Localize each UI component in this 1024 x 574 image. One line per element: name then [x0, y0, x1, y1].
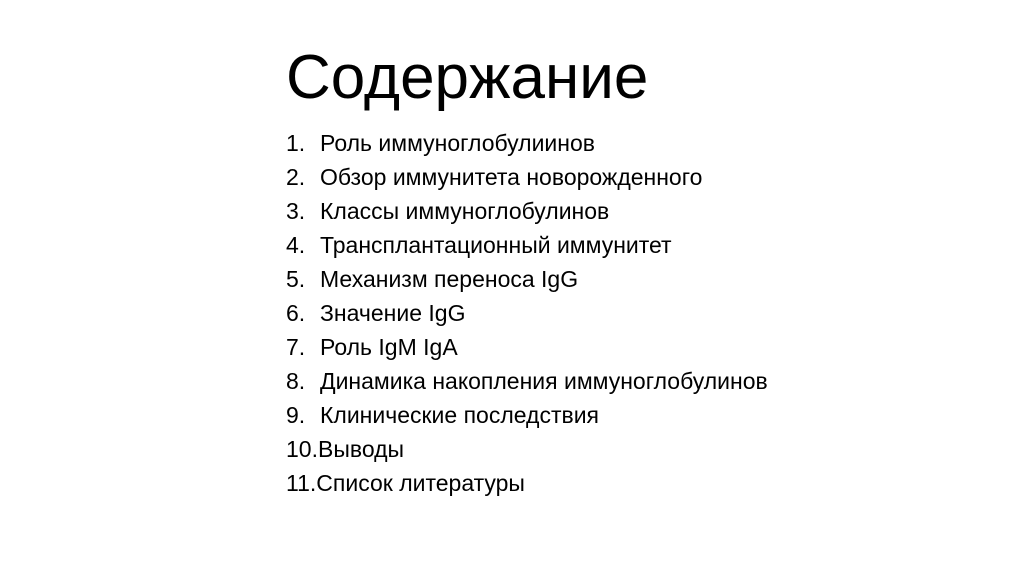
toc-item-label: Классы иммуноглобулинов [320, 198, 610, 224]
toc-item-number: 2. [286, 164, 306, 190]
toc-item-label: Роль IgM IgA [320, 334, 458, 360]
toc-item-number: 5. [286, 266, 306, 292]
toc-item-label: Выводы [317, 436, 405, 462]
toc-item-number: 11. [286, 470, 317, 496]
toc-item [286, 432, 768, 466]
toc-item-label: Обзор иммунитета новорожденного [320, 164, 703, 190]
toc-item-number: 9. [286, 402, 306, 428]
toc-item-label: Механизм переноса IgG [320, 266, 579, 292]
slide-title: Содержание [286, 43, 649, 112]
toc-item [286, 330, 768, 364]
toc-item [286, 228, 768, 262]
toc-item-label: Динамика накопления иммуноглобулинов [320, 368, 768, 394]
toc-item [286, 364, 768, 398]
toc-item-label: Значение IgG [320, 300, 466, 326]
toc-item-label: Трансплантационный иммунитет [320, 232, 672, 258]
toc-item-number: 6. [286, 300, 306, 326]
toc-item-label: Список литературы [316, 470, 525, 496]
toc-item-number: 3. [286, 198, 306, 224]
toc-item-label: Клинические последствия [320, 402, 600, 428]
toc-item [286, 126, 768, 160]
toc-item-number: 10. [286, 436, 318, 462]
toc-item [286, 194, 768, 228]
toc-item-number: 7. [286, 334, 306, 360]
toc-item [286, 296, 768, 330]
toc-item-label: Роль иммуноглобулиинов [320, 130, 595, 156]
toc-item [286, 466, 768, 500]
toc-item-number: 1. [286, 130, 306, 156]
toc-item-number: 8. [286, 368, 306, 394]
table-of-contents [286, 126, 768, 500]
toc-item [286, 398, 768, 432]
toc-item [286, 262, 768, 296]
toc-item [286, 160, 768, 194]
toc-item-number: 4. [286, 232, 306, 258]
